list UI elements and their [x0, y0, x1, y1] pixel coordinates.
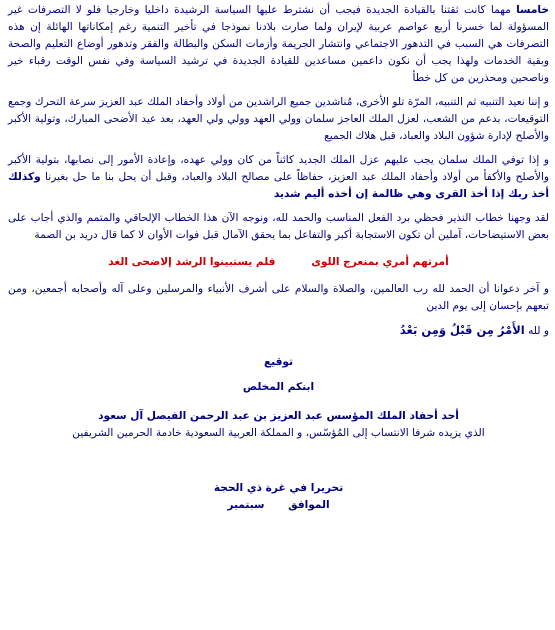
- quran-text: الأَمْرُ مِن قَبْلُ وَمِن بَعْدُ: [399, 323, 525, 337]
- quran-quote: وكذلك أخذ ربك إذا أخذ القرى وهي ظالمة إن أخذه أليم شديد: [8, 171, 549, 200]
- signature-name: أحد أحفاد الملك المؤسس عبد العزيز بن عبد الرحمن الفيصل آل سعود: [98, 410, 459, 422]
- paragraph-lead: خامسا: [516, 4, 549, 16]
- paragraph-text: و إذا توفي الملك سلمان يجب عليهم عزل الملك الجديد كائناً من كان وولي عهده، وإعادة الأمور إلى نصابها، بتولية الأكبر والأصلح والأكفأ من أولاد وأحفاد الملك عبد العزيز، حفاظاً على مصالح البلاد والعباد، وقبل أن يحل بنا ما حل بغيرنا: [8, 154, 549, 183]
- signature-title: توقيع: [263, 356, 294, 368]
- quran-prefix: و لله: [528, 325, 549, 337]
- paragraph-warning: لقد وجهنا خطاب النذير فحظي برد الفعل المناسب والحمد لله، ونوجه الآن هذا الخطاب الإلحاقي والمتمم والذي أجاب على بعض الاستيضاحات، آملين أن تكون الاستجابة أكبر والتفاعل بما يحقق الآمال قبل فوات الأوان لا كما قال دريد بن الصمة: [8, 212, 549, 241]
- dateline-month: سبتمبر: [227, 499, 265, 511]
- signature-note: الذي يزيده شرفا الانتساب إلى المُؤسّس، و المملكة العربية السعودية خادمة الحرمين الشريفين: [72, 427, 485, 439]
- dateline-equivalent: [8, 497, 549, 514]
- paragraph-reminder: و إننا نعيد التنبيه ثم التنبيه، المرّة تلو الأخرى، مُناشدين جميع الراشدين من أولاد وأحفاد الملك عبد العزيز سرعة التحرك وجمع التوقيعات، بدعم من الشعب، لعزل الملك العاجز سلمان وولي العهد وولي ولي العهد، بعد عيد الأضحى المبارك، وتولية الأكبر والأصلح لإدارة شؤون البلاد والعباد، قبل هلاك الجميع: [8, 96, 549, 142]
- paragraph-closing-prayer: و آخر دعوانا أن الحمد لله رب العالمين، والصلاة والسلام على أشرف الأنبياء والمرسلين وعلى آله وأصحابه أجمعين، ومن تبعهم بإحسان إلى يوم الدين: [8, 283, 549, 312]
- dateline-label: الموافق: [288, 499, 330, 511]
- poetry-verse: [8, 254, 549, 271]
- paragraph-fifth: [8, 2, 549, 87]
- verse-first-half: أمرتهم أمري بمنعرج اللوى: [311, 256, 449, 268]
- paragraph-succession: [8, 152, 549, 203]
- signature-sender: ابنكم المخلص: [242, 381, 315, 393]
- paragraph-text: مهما كانت ثقتنا بالقيادة الجديدة فيجب أن نشترط عليها السياسة الرشيدة داخليا وخارجيا فلو لا التصرفات غير المسؤولة لما خسرنا أربع عواصم عربية لإيران ولما صارت بلادنا نموذجا في تأخير التنمية رغم إمكاناتها الهائلة إن هذه التصرفات هي السبب في التدهور الاجتماعي وانتشار الجريمة وأزمات السكن والبطالة والفقر وتدهور أوضاع التعليم والصحة وبقية الخدمات ولهذا يجب أن نكون داعمين مساعدين للقيادة الجديدة في ترشيد السياسة وفي نفس الوقت رقباء خير وناصحين ومحذرين من كل خطأ: [8, 4, 549, 84]
- quran-verse-line: [8, 322, 549, 340]
- verse-second-half: فلم يستبينوا الرشد إلاضحى الغد: [108, 256, 276, 268]
- dateline: تحريرا في غرة ذي الحجة: [213, 482, 344, 494]
